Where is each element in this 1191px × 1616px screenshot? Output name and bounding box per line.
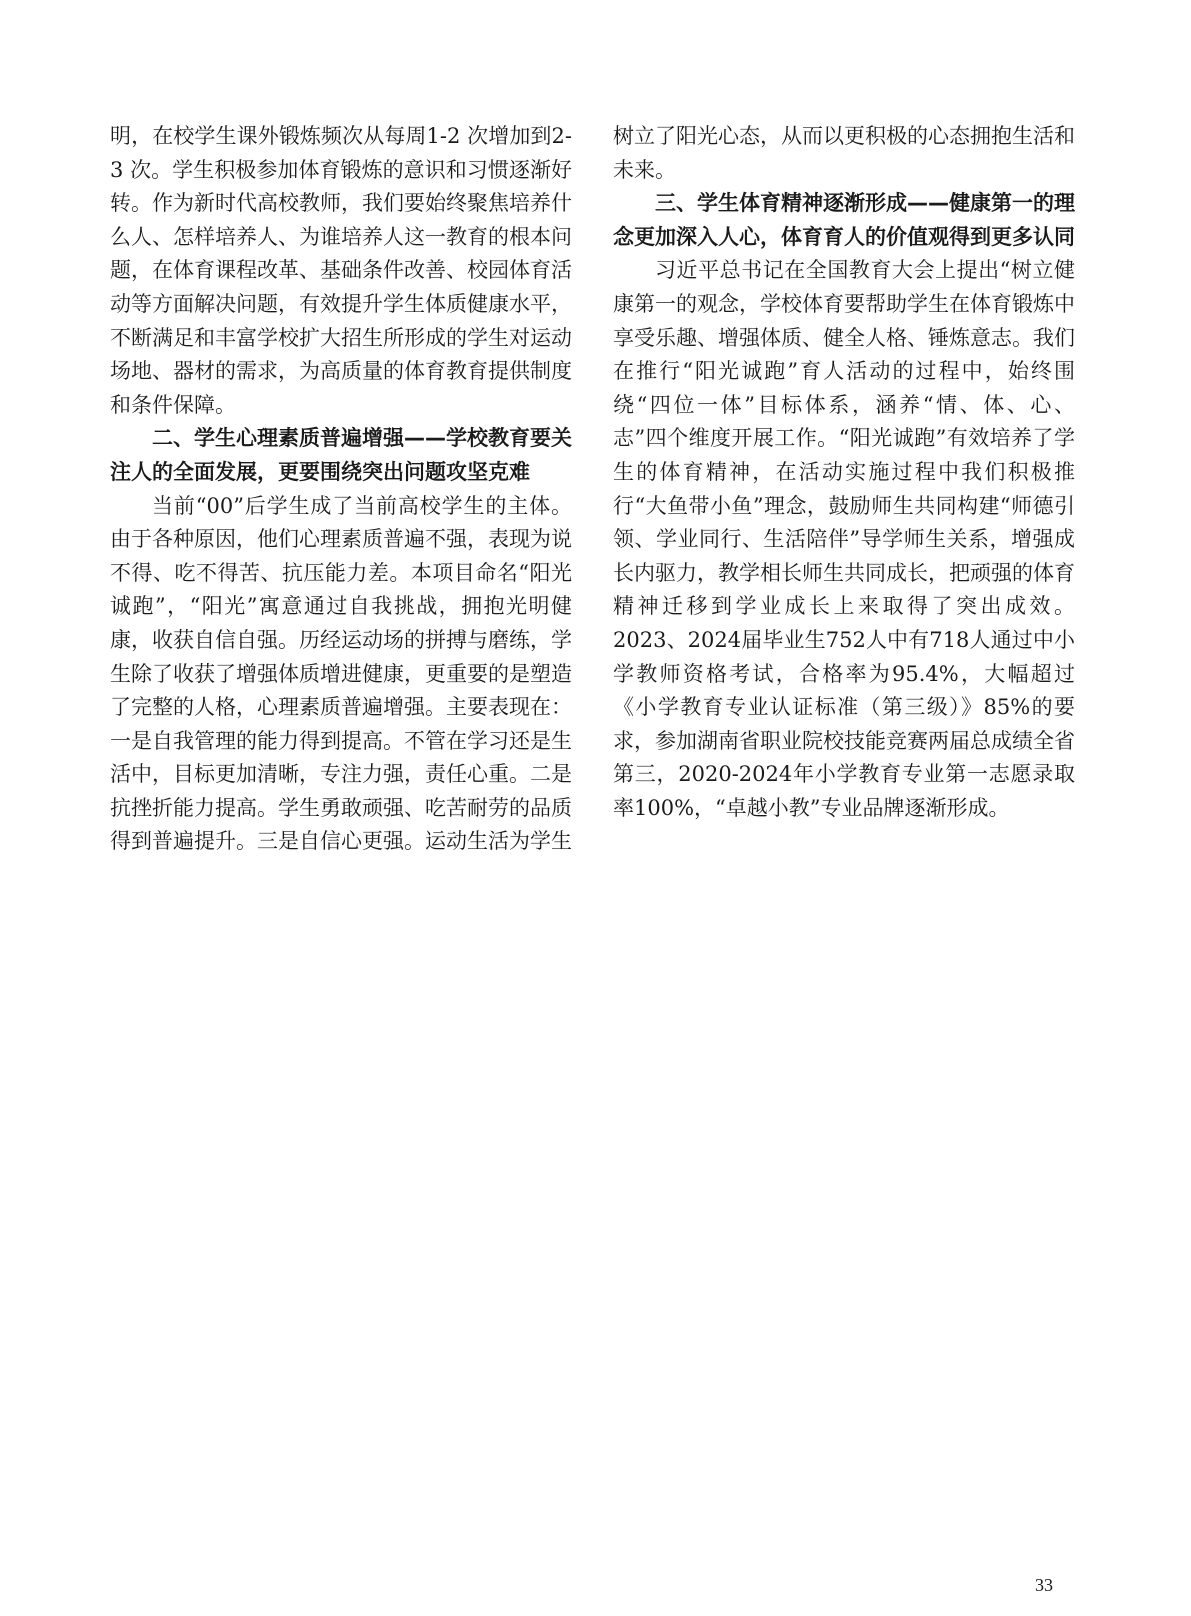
left-column — [110, 120, 572, 859]
page-number: 33 — [1035, 1575, 1053, 1595]
paragraph-psychology: 当前“00”后学生成了当前高校学生的主体。由于各种原因，他们心理素质普遍不强，表现为说不得、吃不得苦、抗压能力差。本项目命名“阳光诚跑”，“阳光”寓意通过自我挑战，拥抱光明健康，收获自信自强。历经运动场的拼搏与磨练，学生除了收获了增强体质增进健康，更重要的是塑造了完整的人格，心理素质普遍增强。主要表现在：一是自我管理的能力得到提高。不管在学习还是生活中，目标更加清晰，专注力强，责任心重。二是抗挫折能力提高。学生勇敢顽强、吃苦耐劳的品质得到普遍提升。三是自信心更强。运动生活为学生 — [110, 493, 572, 854]
right-column — [613, 120, 1075, 825]
paragraph-continued: 明，在校学生课外锻炼频次从每周1-2 次增加到2-3 次。学生积极参加体育锻炼的意识和习惯逐渐好转。作为新时代高校教师，我们要始终聚焦培养什么人、怎样培养人、为谁培养人这一教育的根本问题，在体育课程改革、基础条件改善、校园体育活动等方面解决问题，有效提升学生体质健康水平，不断满足和丰富学校扩大招生所形成的学生对运动场地、器材的需求，为高质量的体育教育提供制度和条件保障。 — [110, 124, 572, 417]
paragraph-continued-right: 树立了阳光心态，从而以更积极的心态拥抱生活和未来。 — [613, 124, 1075, 182]
section-heading-3: 三、学生体育精神逐渐形成——健康第一的理念更加深入人心，体育育人的价值观得到更多认同 — [613, 191, 1075, 249]
paragraph-sports-spirit: 习近平总书记在全国教育大会上提出“树立健康第一的观念，学校体育要帮助学生在体育锻炼中享受乐趣、增强体质、健全人格、锤炼意志。我们在推行“阳光诚跑”育人活动的过程中，始终围绕“四位一体”目标体系，涵养“情、体、心、志”四个维度开展工作。“阳光诚跑”有效培养了学生的体育精神，在活动实施过程中我们积极推行“大鱼带小鱼”理念，鼓励师生共同构建“师德引领、学业同行、生活陪伴”导学师生关系，增强成长内驱力，教学相长师生共同成长，把顽强的体育精神迁移到学业成长上来取得了突出成效。2023、2024届毕业生752人中有718人通过中小学教师资格考试，合格率为95.4%，大幅超过《小学教育专业认证标准（第三级）》85%的要求，参加湖南省职业院校技能竞赛两届总成绩全省第三，2020-2024年小学教育专业第一志愿录取率100%，“卓越小教”专业品牌逐渐形成。 — [613, 258, 1075, 820]
section-heading-2: 二、学生心理素质普遍增强——学校教育要关注人的全面发展，更要围绕突出问题攻坚克难 — [110, 426, 572, 484]
